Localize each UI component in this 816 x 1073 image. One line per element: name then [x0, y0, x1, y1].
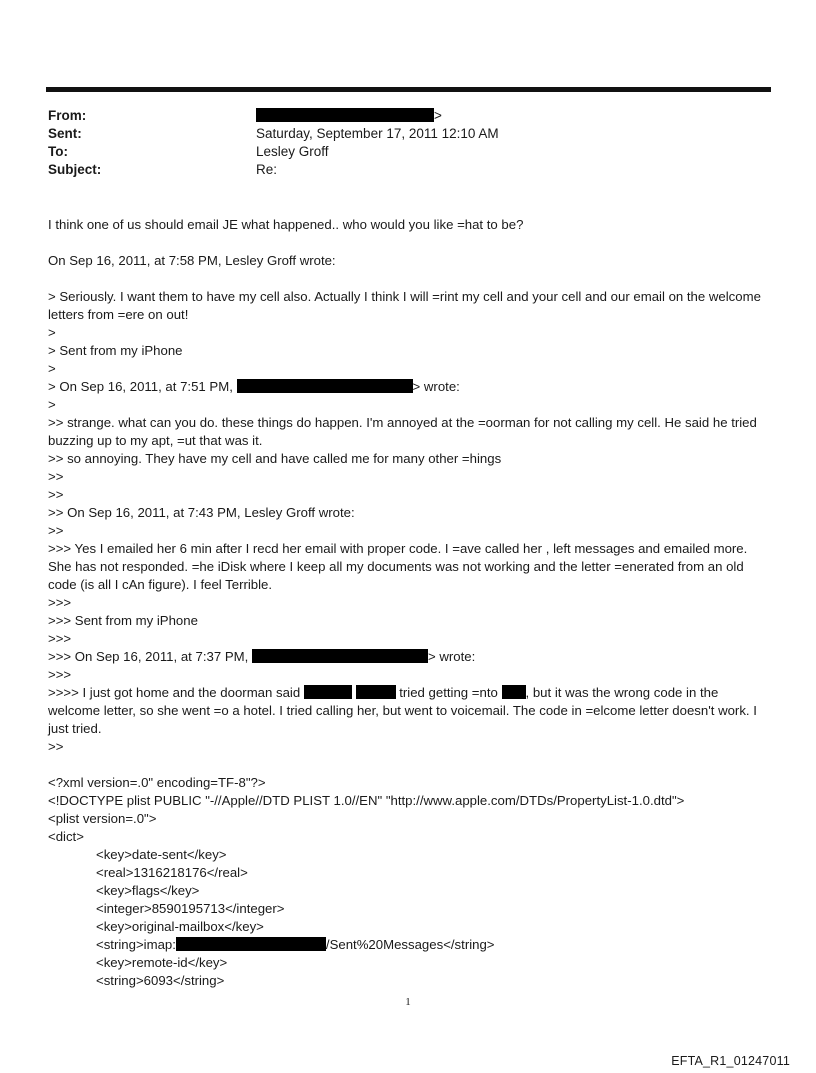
xml-line: <dict>: [48, 829, 84, 844]
xml-line: <plist version=.0">: [48, 811, 157, 826]
sent-value: Saturday, September 17, 2011 12:10 AM: [256, 126, 499, 141]
xml-line: <?xml version=.0" encoding=TF-8"?>: [48, 775, 266, 790]
xml-line: <key>original-mailbox</key>: [96, 919, 264, 934]
xml-line: <string>6093</string>: [96, 973, 225, 988]
body-line: >>: [48, 487, 64, 502]
xml-line: [48, 936, 768, 954]
redaction-box: [252, 649, 428, 663]
xml-line: <!DOCTYPE plist PUBLIC "-//Apple//DTD PLIST 1.0//EN" "http://www.apple.com/DTDs/PropertyList-1.0.dtd">: [48, 793, 685, 808]
body-line: >: [48, 397, 56, 412]
subject-value: Re:: [256, 162, 278, 177]
body-line: >>: [48, 469, 64, 484]
body-line: >>> Sent from my iPhone: [48, 613, 198, 628]
xml-fragment: <string>imap:: [96, 937, 176, 952]
from-label: From:: [48, 108, 87, 123]
body-line: >>: [48, 739, 64, 754]
body-line: >>>: [48, 667, 72, 682]
body-fragment: , but it was the wrong code in the welcome letter, so she went =o a hotel. I tried calling her, but went to voicemail. The code in =elcome letter doesn't work. I just tried.: [48, 685, 757, 736]
email-body: [48, 216, 768, 990]
quote-header: > On Sep 16, 2011, at 7:51 PM,: [48, 379, 233, 394]
body-line: On Sep 16, 2011, at 7:58 PM, Lesley Groff wrote:: [48, 253, 336, 268]
body-fragment: >>>> I just got home and the doorman said: [48, 685, 301, 700]
quote-header: >>> On Sep 16, 2011, at 7:37 PM,: [48, 649, 249, 664]
redaction-box: [237, 379, 413, 393]
xml-line: <key>flags</key>: [96, 883, 200, 898]
redaction-box: [502, 685, 526, 699]
quote-header-suffix: > wrote:: [427, 649, 476, 664]
xml-line: <real>1316218176</real>: [96, 865, 248, 880]
subject-label: Subject:: [48, 162, 102, 177]
redaction-box: [304, 685, 352, 699]
sent-label: Sent:: [48, 126, 82, 141]
redaction-box: [256, 108, 434, 122]
redaction-box: [356, 685, 396, 699]
body-paragraph: > Seriously. I want them to have my cell also. Actually I think I will =rint my cell and your cell and our email on the welcome letters from =ere on out!: [48, 289, 761, 322]
body-paragraph: >>> Yes I emailed her 6 min after I recd her email with proper code. I =ave called her , left messages and emailed more. She has not responded. =he iDisk where I keep all my documents was not working and the letter =enerated from an old code (is all I cAn figure). I feel Terrible.: [48, 541, 748, 592]
from-suffix: >: [434, 108, 442, 123]
body-line: >>>: [48, 595, 72, 610]
body-line: >: [48, 325, 56, 340]
body-line: [48, 648, 768, 666]
body-line: >>: [48, 523, 64, 538]
body-line: >> On Sep 16, 2011, at 7:43 PM, Lesley Groff wrote:: [48, 505, 355, 520]
redaction-box: [176, 937, 326, 951]
from-value: [256, 108, 442, 123]
header-rule: [46, 87, 771, 92]
body-paragraph: [48, 684, 768, 738]
body-line: > Sent from my iPhone: [48, 343, 183, 358]
quote-header-suffix: > wrote:: [412, 379, 460, 394]
body-line: I think one of us should email JE what happened.. who would you like =hat to be?: [48, 217, 524, 232]
to-label: To:: [48, 144, 68, 159]
body-fragment: tried getting =nto: [399, 685, 498, 700]
body-line: >>>: [48, 631, 72, 646]
xml-fragment: /Sent%20Messages</string>: [325, 937, 495, 952]
to-value: Lesley Groff: [256, 144, 329, 159]
page-number: 1: [405, 996, 411, 1008]
body-line: >: [48, 361, 56, 376]
body-paragraph: >> strange. what can you do. these things do happen. I'm annoyed at the =oorman for not calling my cell. He said he tried buzzing up to my apt, =ut that was it.: [48, 415, 757, 448]
body-line: >> so annoying. They have my cell and have called me for many other =hings: [48, 451, 502, 466]
document-id: EFTA_R1_01247011: [671, 1054, 790, 1068]
body-line: [48, 378, 768, 396]
xml-line: <integer>8590195713</integer>: [96, 901, 285, 916]
xml-line: <key>remote-id</key>: [96, 955, 228, 970]
xml-line: <key>date-sent</key>: [96, 847, 227, 862]
